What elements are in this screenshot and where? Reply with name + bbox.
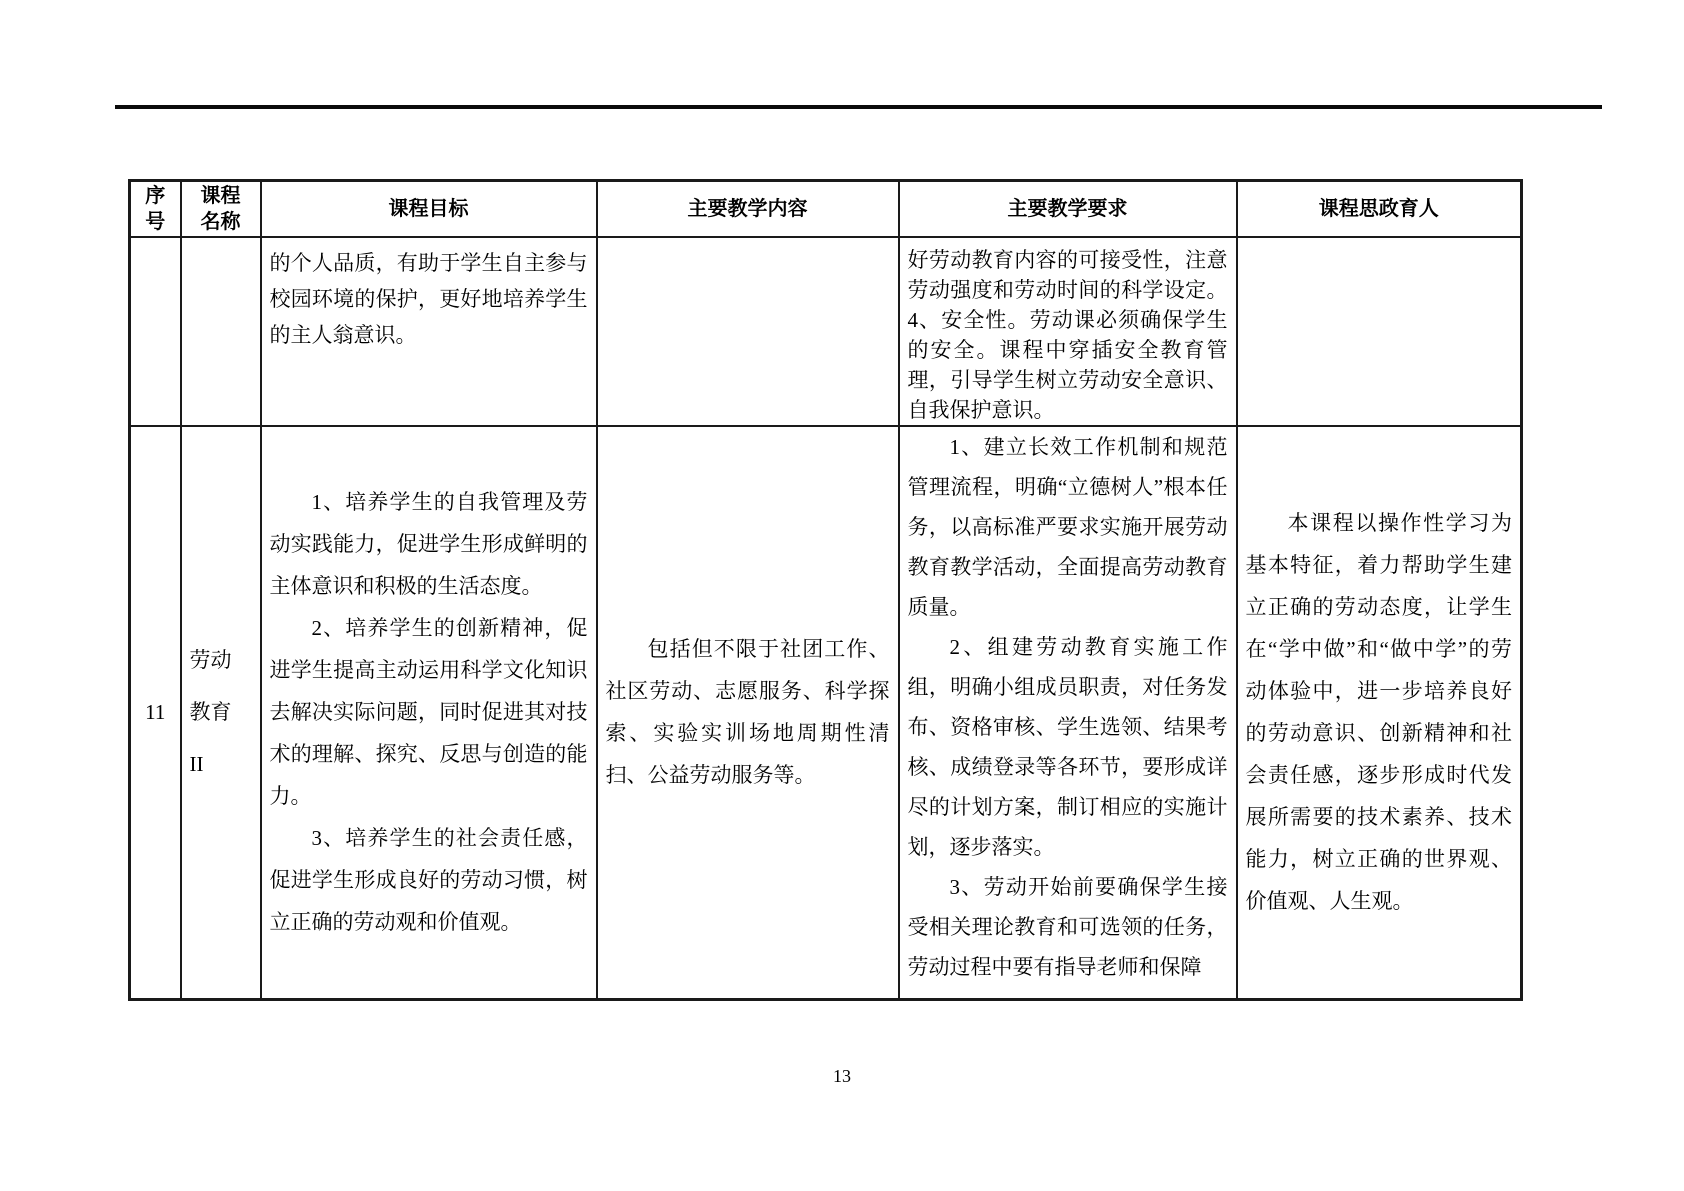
objective-item-3: 3、培养学生的社会责任感，促进学生形成良好的劳动习惯，树立正确的劳动观和价值观。 bbox=[269, 826, 588, 935]
cell-teaching-requirements-11 bbox=[899, 426, 1237, 1000]
column-header-teaching-requirements: 主要教学要求 bbox=[899, 181, 1237, 237]
requirement-item-3: 3、劳动开始前要确保学生接受相关理论教育和可选领的任务，劳动过程中要有指导老师和保障 bbox=[907, 874, 1228, 979]
teaching-content-paragraph: 包括但不限于社团工作、社区劳动、志愿服务、科学探索、实验实训场地周期性清扫、公益劳动服务等。 bbox=[605, 637, 890, 788]
requirements-paragraph: 好劳动教育内容的可接受性，注意劳动强度和劳动时间的科学设定。4、安全性。劳动课必须确保学生的安全。课程中穿插安全教育管理，引导学生树立劳动安全意识、自我保护意识。 bbox=[907, 247, 1228, 422]
cell-ideology-11 bbox=[1237, 426, 1522, 1000]
cell-teaching-content-empty bbox=[597, 237, 899, 426]
requirement-item-1: 1、建立长效工作机制和规范管理流程，明确“立德树人”根本任务，以高标准严要求实施开展劳动教育教学活动，全面提高劳动教育质量。 bbox=[907, 434, 1228, 619]
column-header-objectives: 课程目标 bbox=[261, 181, 597, 237]
objective-item-2: 2、培养学生的创新精神，促进学生提高主动运用科学文化知识去解决实际问题，同时促进其对技术的理解、探究、反思与创造的能力。 bbox=[269, 616, 588, 809]
objectives-paragraph: 的个人品质，有助于学生自主参与校园环境的保护，更好地培养学生的主人翁意识。 bbox=[269, 250, 588, 347]
column-header-ideology: 课程思政育人 bbox=[1237, 181, 1522, 237]
cell-seq-11: 11 bbox=[130, 426, 181, 1000]
table-row-11 bbox=[130, 426, 1522, 1000]
cell-course-name-11 bbox=[181, 426, 261, 1000]
cell-course-name-empty bbox=[181, 237, 261, 426]
column-header-teaching-content: 主要教学内容 bbox=[597, 181, 899, 237]
course-name-text: 劳动教育II bbox=[189, 648, 232, 777]
column-header-course-name-label: 课程名称 bbox=[200, 184, 241, 233]
objective-item-1: 1、培养学生的自我管理及劳动实践能力，促进学生形成鲜明的主体意识和积极的生活态度。 bbox=[269, 490, 588, 599]
table-header-row bbox=[130, 181, 1522, 237]
cell-ideology-empty bbox=[1237, 237, 1522, 426]
requirement-item-2: 2、组建劳动教育实施工作组，明确小组成员职责，对任务发布、资格审核、学生选领、结果考核、成绩登录等各环节，要形成详尽的计划方案，制订相应的实施计划，逐步落实。 bbox=[907, 634, 1228, 859]
column-header-seq bbox=[130, 181, 181, 237]
page-number: 13 bbox=[833, 1066, 851, 1086]
column-header-seq-label: 序号 bbox=[145, 184, 166, 233]
column-header-course-name bbox=[181, 181, 261, 237]
cell-teaching-content-11 bbox=[597, 426, 899, 1000]
cell-seq-empty bbox=[130, 237, 181, 426]
ideology-paragraph: 本课程以操作性学习为基本特征，着力帮助学生建立正确的劳动态度，让学生在“学中做”和“做中学”的劳动体验中，进一步培养良好的劳动意识、创新精神和社会责任感，逐步形成时代发展所需要的技术素养、技术能力，树立正确的世界观、价值观、人生观。 bbox=[1245, 511, 1512, 914]
table-row-continuation bbox=[130, 237, 1522, 426]
cell-teaching-requirements-continuation bbox=[899, 237, 1237, 426]
page-header-rule bbox=[115, 105, 1602, 109]
cell-objectives-continuation bbox=[261, 237, 597, 426]
curriculum-table bbox=[128, 179, 1523, 1001]
cell-objectives-11 bbox=[261, 426, 597, 1000]
